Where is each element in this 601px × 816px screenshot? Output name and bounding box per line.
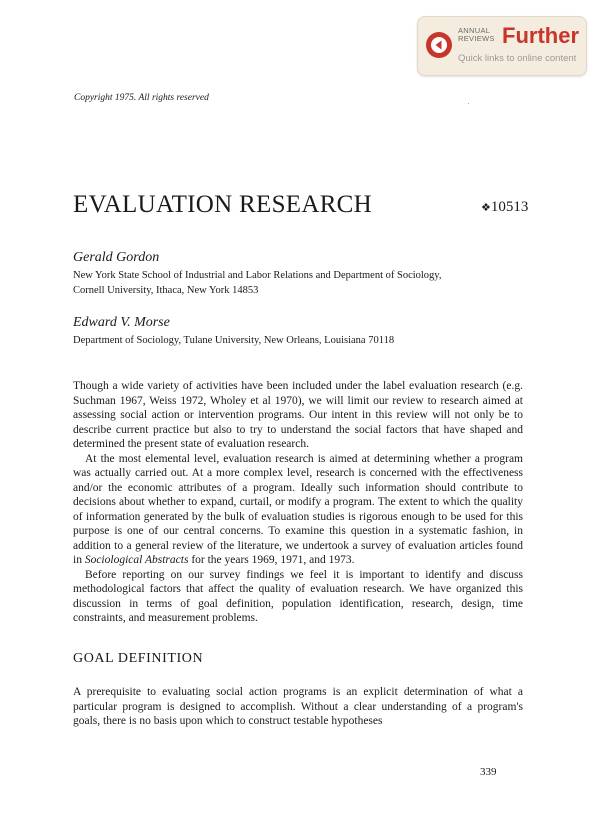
annual-reviews-logo [458,27,494,43]
section-body [73,685,523,729]
author-affiliation [73,268,442,298]
brand-line-1: ANNUAL [458,26,491,35]
journal-title: Sociological Abstracts [84,554,189,566]
badge-subtitle[interactable]: Quick links to online content [458,53,577,64]
author-affiliation [73,333,394,348]
article-code-number: 10513 [490,199,529,215]
paragraph: A prerequisite to evaluating social action programs is an explicit determination of what a particular program is designed to accomplish. Without a clear understanding of a program's goals, there is no basis upon which to construct testable hypotheses [73,686,523,727]
article-title: EVALUATION RESEARCH [73,191,372,218]
badge-title[interactable]: Further [502,23,579,48]
article-body [73,379,523,626]
further-badge[interactable] [417,16,587,76]
paragraph: Though a wide variety of activities have been included under the label evaluation research (e.g. Suchman 1967, Weiss 1972, Wholey et al 1970), we will limit our review to research aimed at assessing social action or intervention programs. Our intent in this review will not only be to describe current practice but also to try to understand the social factors that have shaped and determined the present state of evaluation research. [73,380,523,450]
page-mark [468,103,469,104]
paragraph-text: At the most elemental level, evaluation research is aimed at determining whether a program was actually carried out. At a more complex level, research is concerned with the effectiveness and/or the economic attributes of a program. Ideally such information should contribute to decisions about whether to expand, curtail, or modify a program. The extent to which the quality of information generated by the bulk of evaluation studies is rigorous enough to be used for this purpose is one of our central concerns. To examine this question in a systematic fashion, in addition to a general review of the literature, we undertook a survey of evaluation articles found in [73,452,523,566]
affiliation-line: New York State School of Industrial and Labor Relations and Department of Sociology, [73,270,442,281]
brand-line-2: REVIEWS [458,34,495,43]
affiliation-line: Department of Sociology, Tulane University, New Orleans, Louisiana 70118 [73,335,395,346]
diamond-dots-icon: ❖ [481,202,491,214]
copyright-notice: Copyright 1975. All rights reserved [74,93,209,103]
section-heading: GOAL DEFINITION [73,651,204,666]
page-number: 339 [480,766,497,778]
paragraph: Before reporting on our survey findings we feel it is important to identify and discuss methodological factors that affect the quality of evaluation research. We have organized this discussion in terms of goal definition, population identification, research, design, time constraints, and measurement problems. [73,568,523,624]
article-code [481,199,528,216]
play-arrow-icon [426,32,452,58]
paragraph [73,452,523,568]
author-name: Gerald Gordon [73,250,160,265]
paragraph-text: for the years 1969, 1971, and 1973. [188,554,355,566]
affiliation-line: Cornell University, Ithaca, New York 14853 [73,285,259,296]
author-name: Edward V. Morse [73,315,170,330]
